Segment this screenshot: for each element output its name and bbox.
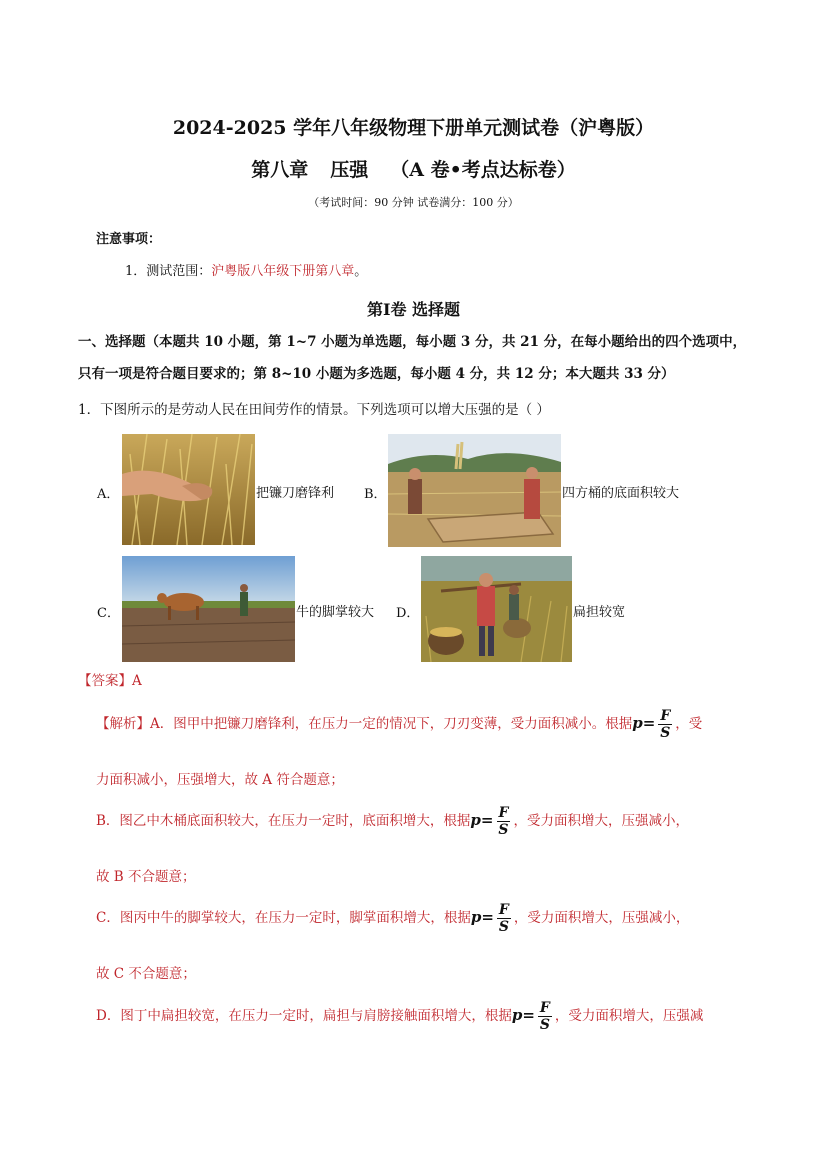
paper-volume: （A 卷•考点达标卷） bbox=[390, 159, 576, 181]
analysis-d-text: D．图丁中扁担较宽，在压力一定时，扁担与肩膀接触面积增大，根据 bbox=[96, 1008, 512, 1024]
formula-numerator: F bbox=[539, 1000, 550, 1016]
analysis-b-line2: 故 B 不合题意； bbox=[96, 869, 196, 885]
analysis-b-text: B．图乙中木桶底面积较大，在压力一定时，底面积增大，根据 bbox=[96, 813, 471, 829]
chapter-topic: 压强 bbox=[330, 159, 369, 181]
option-b-image bbox=[388, 434, 561, 547]
analysis-a-line2: 力面积减小，压强增大，故 A 符合题意； bbox=[96, 772, 344, 788]
analysis-a-text: 【解析】A．图甲中把镰刀磨锋利，在压力一定的情况下，刀刃变薄，受力面积减小。根据 bbox=[96, 716, 633, 732]
notice-item-scope: 沪粤版八年级下册第八章 bbox=[211, 264, 355, 279]
option-c-label: C． bbox=[97, 606, 120, 621]
exam-info: （考试时间：90 分钟 试卷满分：100 分） bbox=[308, 196, 519, 209]
notice-item-prefix: 1．测试范围： bbox=[125, 264, 212, 279]
section-line-1: 一、选择题（本题共 10 小题，第 1~7 小题为单选题，每小题 3 分，共 21 分，在每小题给出的四个选项中， bbox=[78, 334, 747, 350]
option-d-text: 扁担较宽 bbox=[573, 605, 626, 620]
volume-title: 第Ⅰ卷 选择题 bbox=[366, 300, 461, 319]
analysis-d-after: ，受力面积增大，压强减 bbox=[554, 1008, 704, 1024]
analysis-c-line1 bbox=[96, 902, 689, 935]
formula-denominator: S bbox=[539, 1017, 550, 1033]
formula-fraction bbox=[497, 902, 511, 935]
formula-fraction bbox=[658, 708, 672, 741]
formula-eq: = bbox=[522, 1006, 535, 1024]
option-a-label: A． bbox=[97, 487, 120, 502]
formula-p: p bbox=[470, 908, 482, 926]
option-a-text: 把镰刀磨锋利 bbox=[256, 486, 335, 501]
formula-numerator: F bbox=[498, 902, 509, 918]
formula-eq: = bbox=[642, 714, 656, 732]
analysis-c-line2: 故 C 不合题意； bbox=[96, 966, 196, 982]
formula-p: p bbox=[470, 811, 481, 829]
formula-eq: = bbox=[481, 908, 494, 926]
option-d-image bbox=[421, 556, 572, 662]
notice-item bbox=[125, 260, 367, 279]
section-heading bbox=[78, 326, 768, 390]
option-d-label: D． bbox=[396, 606, 420, 621]
formula-eq: = bbox=[480, 811, 494, 829]
section-line-2: 只有一项是符合题目要求的；第 8~10 小题为多选题，每小题 4 分，共 12 分；本大题共 33 分） bbox=[78, 366, 675, 382]
analysis-c-text: C．图丙中牛的脚掌较大，在压力一定时，脚掌面积增大，根据 bbox=[96, 910, 471, 926]
page-title: 2024-2025 学年八年级物理下册单元测试卷（沪粤版） bbox=[172, 117, 655, 139]
analysis-b-after: ，受力面积增大，压强减小， bbox=[513, 813, 689, 829]
option-c-text: 牛的脚掌较大 bbox=[296, 605, 375, 620]
formula-fraction bbox=[538, 1000, 552, 1033]
notice-heading: 注意事项： bbox=[96, 232, 162, 247]
chapter-label: 第八章 bbox=[251, 159, 309, 181]
formula-numerator: F bbox=[498, 805, 509, 821]
chapter-subtitle bbox=[0, 155, 827, 182]
answer: 【答案】A bbox=[78, 673, 142, 689]
formula-denominator: S bbox=[498, 822, 509, 838]
analysis-c-after: ，受力面积增大，压强减小， bbox=[513, 910, 690, 926]
option-a-image bbox=[122, 434, 255, 545]
notice-item-end: 。 bbox=[354, 264, 368, 279]
formula-p: p bbox=[511, 1006, 523, 1024]
option-b-text: 四方桶的底面积较大 bbox=[562, 486, 680, 501]
analysis-a-line1 bbox=[96, 708, 702, 741]
formula-fraction bbox=[497, 805, 511, 838]
analysis-b-line1 bbox=[96, 805, 689, 838]
analysis-a-after: ，受 bbox=[675, 716, 703, 732]
question-stem: 1．下图所示的是劳动人民在田间劳作的情景。下列选项可以增大压强的是（ ） bbox=[78, 402, 550, 418]
formula-p: p bbox=[632, 714, 643, 732]
formula-numerator: F bbox=[660, 708, 671, 724]
formula-denominator: S bbox=[660, 725, 671, 741]
option-c-image bbox=[122, 556, 295, 662]
option-b-label: B． bbox=[364, 487, 387, 502]
analysis-d-line1 bbox=[96, 1000, 703, 1033]
formula-denominator: S bbox=[498, 919, 509, 935]
